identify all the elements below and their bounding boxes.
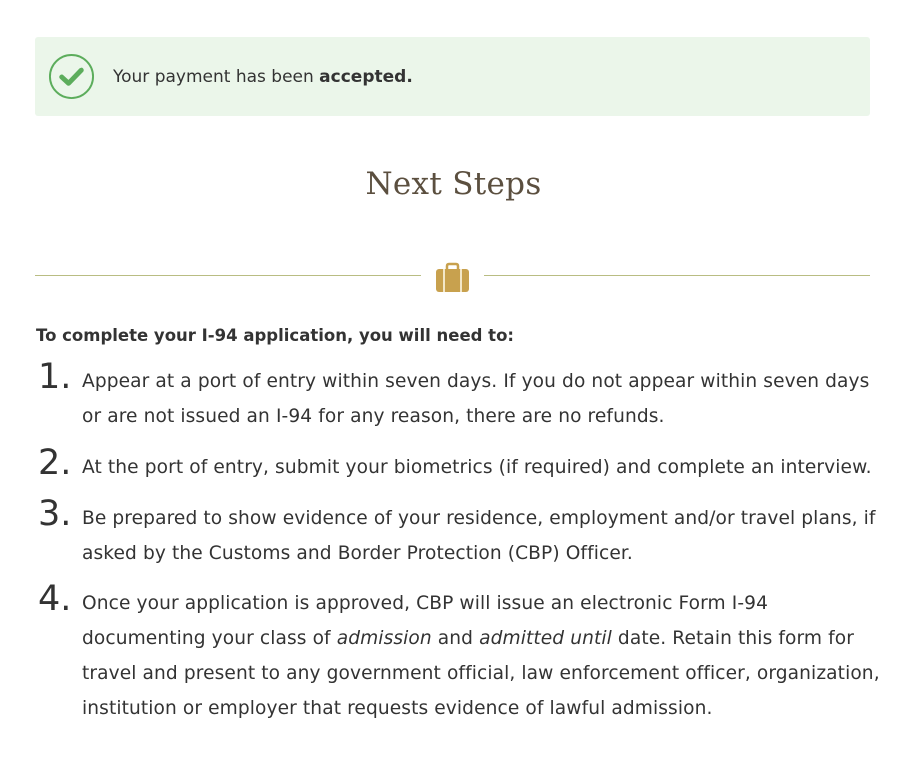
step-text-part: date. Retain this form for travel and present to any government official, law enforcement officer, organization, institution or employer that requests evidence of lawful admission. (82, 628, 880, 719)
check-circle-icon (48, 53, 95, 100)
admission-emphasis: admission (336, 628, 432, 649)
step-text-part: Once your application is approved, CBP will issue an electronic Form I-94 documenting your class of (82, 593, 769, 649)
alert-message-emphasis: accepted. (319, 67, 413, 87)
step-text (82, 586, 882, 726)
briefcase-icon (435, 262, 470, 294)
step-text: Appear at a port of entry within seven days. If you do not appear within seven days or are not issued an I-94 for any reason, there are no refunds. (82, 371, 870, 427)
step-text: Be prepared to show evidence of your residence, employment and/or travel plans, if asked by the Customs and Border Protection (CBP) Officer. (82, 508, 876, 564)
divider-line-left (35, 275, 421, 276)
payment-success-alert (35, 37, 870, 116)
step-number: 3. (38, 494, 72, 534)
step-number: 2. (38, 443, 72, 483)
alert-message (113, 66, 413, 88)
alert-message-prefix: Your payment has been (113, 67, 320, 87)
step-number: 4. (38, 579, 72, 619)
admitted-until-emphasis: admitted until (479, 628, 612, 649)
page-title: Next Steps (365, 166, 542, 202)
divider-line-right (484, 275, 870, 276)
intro-text: To complete your I-94 application, you will need to: (36, 326, 515, 345)
step-text-part: and (431, 628, 480, 649)
step-text: At the port of entry, submit your biometrics (if required) and complete an interview. (82, 457, 872, 478)
step-number: 1. (38, 357, 72, 397)
